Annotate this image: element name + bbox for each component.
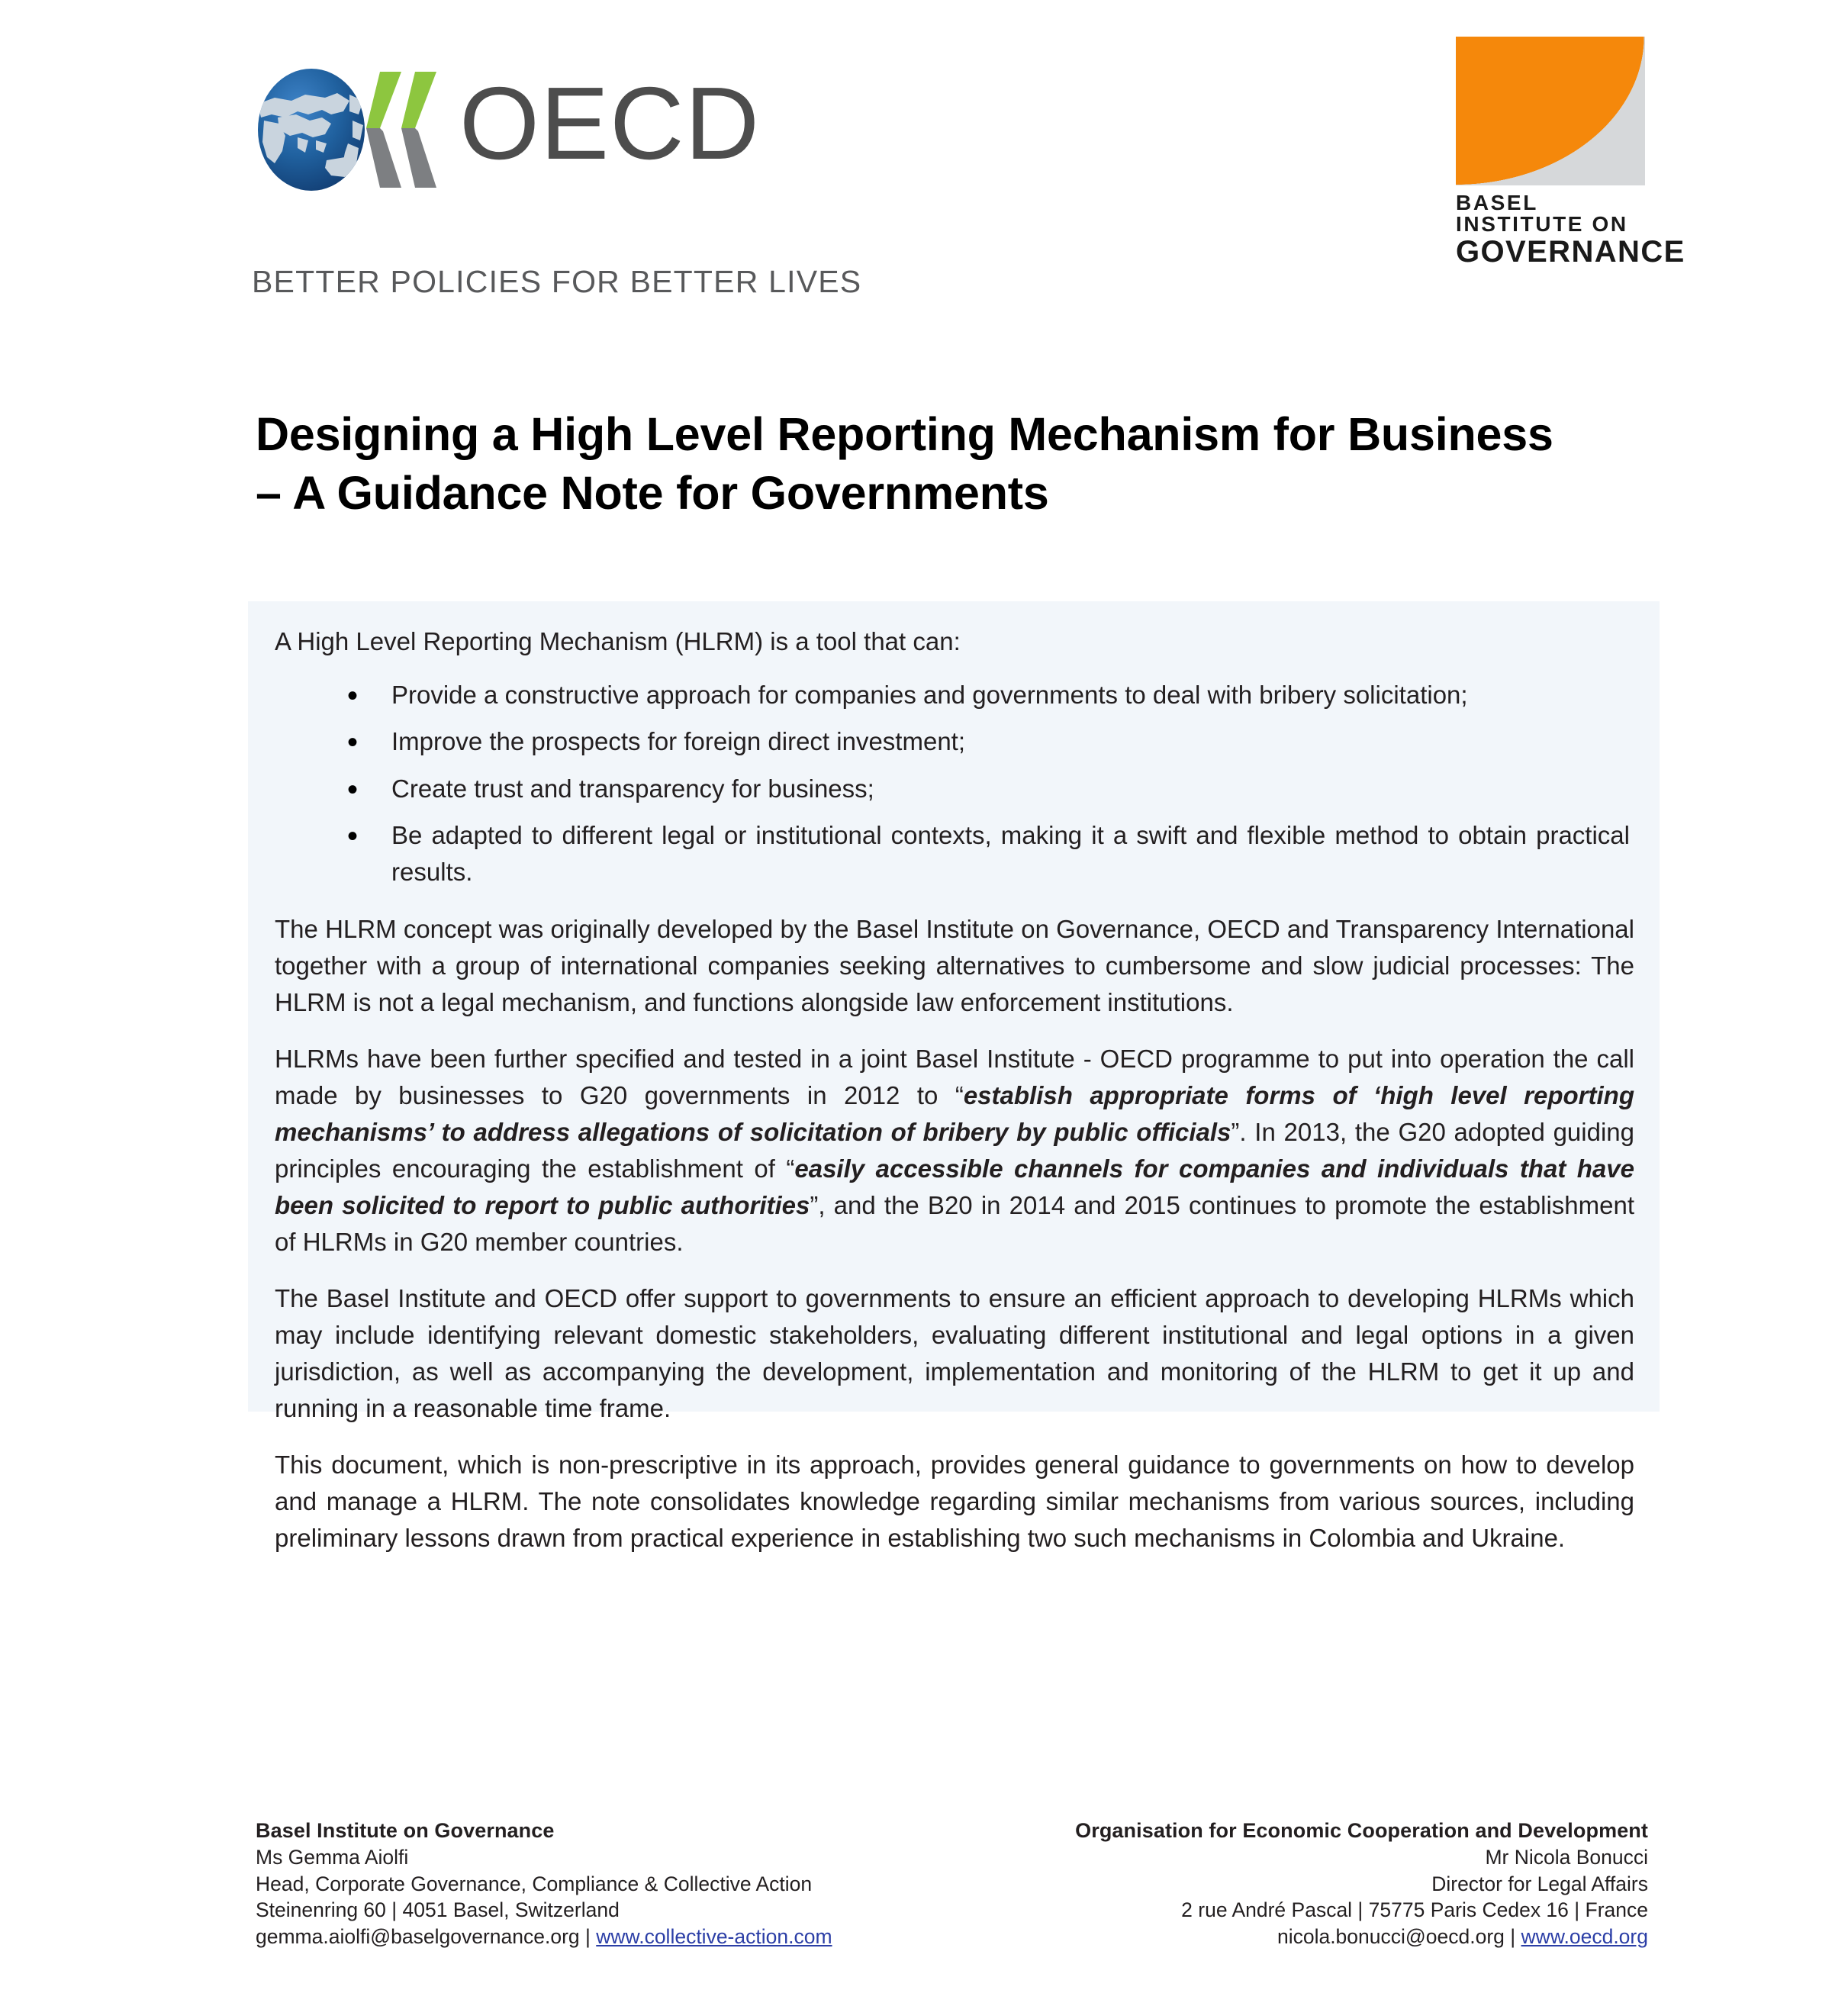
- footer-right-website-link[interactable]: www.oecd.org: [1521, 1924, 1648, 1948]
- basel-logo-line2: GOVERNANCE: [1456, 235, 1685, 269]
- summary-box: [248, 601, 1660, 1553]
- paragraph-scope: This document, which is non-prescriptive in its approach, provides general guidance to governments on how to develop and manage a HLRM. The note consolidates knowledge regarding similar mechanisms from various sources, including preliminary lessons drawn from practical experience in establishing two such mechanisms in Colombia and Ukraine.: [275, 1451, 1634, 1553]
- footer-contact-oecd: [961, 1818, 1648, 1950]
- footer-right-separator: |: [1504, 1924, 1521, 1948]
- footer-contact-basel: [256, 1818, 942, 1950]
- list-item: • Improve the prospects for foreign direct investment;: [275, 723, 1634, 760]
- benefits-list: [275, 677, 1634, 890]
- paragraph-g20-part3: ”, and the B20 in 2014 and 2015 continues to promote the establishment of HLRMs in G20 member countries.: [275, 1191, 1635, 1257]
- footer-right-address: 2 rue André Pascal | 75775 Paris Cedex 16 | France: [1181, 1898, 1648, 1922]
- page-title: Designing a High Level Reporting Mechanism for Business – A Guidance Note for Governments: [256, 407, 1553, 519]
- footer-right-email: nicola.bonucci@oecd.org: [1277, 1924, 1505, 1948]
- list-item: • Create trust and transparency for business;: [275, 771, 1634, 807]
- footer-right-organisation: Organisation for Economic Cooperation and Development: [1075, 1819, 1648, 1842]
- list-item: • Provide a constructive approach for companies and governments to deal with bribery solicitation;: [275, 677, 1634, 713]
- paragraph-g20-part2: ”. In 2013, the G20 adopted guiding principles encouraging the establishment of “: [275, 1118, 1635, 1183]
- footer-left-contact-line: [256, 1924, 942, 1950]
- summary-lead-text: A High Level Reporting Mechanism (HLRM) is a tool that can:: [275, 627, 961, 655]
- oecd-wordmark: OECD: [459, 66, 761, 181]
- oecd-tagline: BETTER POLICIES FOR BETTER LIVES: [252, 264, 862, 299]
- footer-left-address: Steinenring 60 | 4051 Basel, Switzerland: [256, 1898, 620, 1922]
- document-header: [0, 0, 1848, 305]
- basel-logo-line1: BASEL INSTITUTE ON: [1456, 191, 1628, 236]
- footer-right-contact-line: [961, 1924, 1648, 1950]
- oecd-logo: [252, 66, 862, 299]
- basel-logo-orange-shape: [1456, 37, 1645, 185]
- paragraph-g20-part1: HLRMs have been further specified and tested in a joint Basel Institute - OECD programme to put into operation the call made by businesses to G20 governments in 2012 to “: [275, 1045, 1634, 1110]
- footer-left-website-link[interactable]: www.collective-action.com: [596, 1924, 832, 1948]
- document-footer: [256, 1818, 1648, 1955]
- footer-left-email: gemma.aiolfi@baselgovernance.org: [256, 1924, 580, 1948]
- basel-logo-text: [1456, 191, 1685, 269]
- basel-institute-logo: [1456, 37, 1685, 269]
- footer-right-person: Mr Nicola Bonucci: [1485, 1846, 1648, 1869]
- footer-left-role: Head, Corporate Governance, Compliance & Collective Action: [256, 1872, 813, 1895]
- paragraph-support: The Basel Institute and OECD offer support to governments to ensure an efficient approach to developing HLRMs which may include identifying relevant domestic stakeholders, evaluating different institutional and legal options in a given jurisdiction, as well as accompanying the development, implementation and monitoring of the HLRM to get it up and running in a reasonable time frame.: [275, 1284, 1634, 1423]
- list-item: • Be adapted to different legal or institutional contexts, making it a swift and flexible method to obtain practical results.: [275, 817, 1634, 890]
- footer-right-role: Director for Legal Affairs: [1431, 1872, 1648, 1895]
- footer-left-person: Ms Gemma Aiolfi: [256, 1846, 409, 1869]
- paragraph-g20: [275, 1041, 1634, 1261]
- footer-left-organisation: Basel Institute on Governance: [256, 1819, 555, 1842]
- oecd-chevron: [366, 72, 436, 188]
- paragraph-origin: The HLRM concept was originally developed by the Basel Institute on Governance, OECD and Transparency International together with a group of international companies seeking alternatives to cumbersome and slow judicial processes: The HLRM is not a legal mechanism, and functions alongside law enforcement institutions.: [275, 915, 1634, 1017]
- footer-left-separator: |: [579, 1924, 597, 1948]
- basel-logo-mark: [1456, 37, 1645, 185]
- paragraph-g20-quote1: establish appropriate forms of ‘high level reporting mechanisms’ to address allegations of solicitation of bribery by public officials: [275, 1081, 1634, 1147]
- paragraph-g20-quote2: easily accessible channels for companies and individuals that have been solicited to report to public authorities: [275, 1154, 1634, 1220]
